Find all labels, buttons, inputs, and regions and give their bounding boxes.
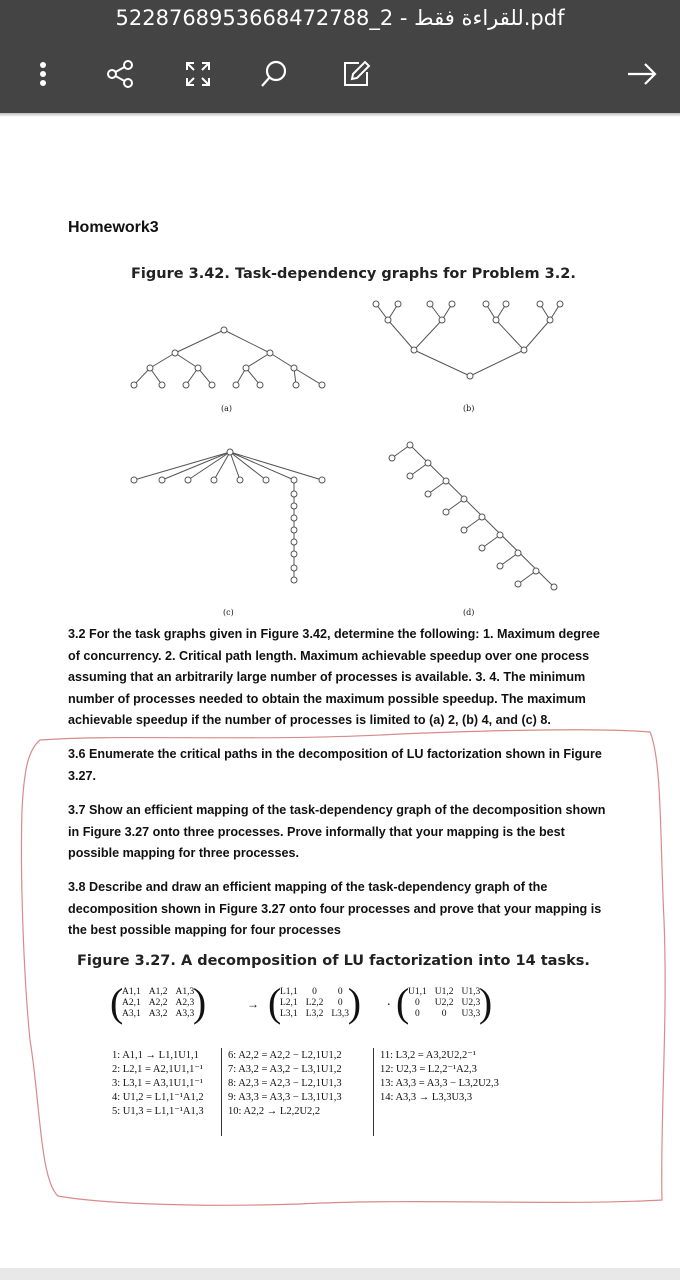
matrix-cell: U2,3 [461,998,481,1008]
toolbar [0,52,680,96]
problem-3-2-line: number of processes needed to obtain the maximum possible speedup. The maximum [68,691,586,706]
edit-icon[interactable] [336,52,376,96]
task-item: 14: A3,3 → L3,3U3,3 [380,1092,473,1103]
problem-3-7 [68,800,640,865]
task-list-col-1 [112,1049,204,1119]
task-item: 9: A3,3 = A3,3 − L3,1U1,3 [228,1092,342,1103]
matrix-cell: A1,2 [148,987,168,997]
task-item: 4: U1,2 = L1,1⁻¹A1,2 [112,1092,204,1103]
matrix-l: ( L1,1 0 0 L2,1 L2,2 0 L3,1 L3,2 L3,3 ) [268,980,362,1025]
task-list-col-2 [228,1049,342,1119]
task-item: 13: A3,3 = A3,3 − L3,2U2,3 [380,1078,499,1089]
task-list-col-3 [380,1049,499,1105]
problem-3-2-line: assuming that an arbitrarily large number of processes is available. 3. 4. The minimum [68,670,586,684]
matrix-cell: A3,1 [122,1009,141,1019]
document-title: للقراءة فقط - 2_5228768953668472788.pdf [115,6,565,30]
problem-3-6 [68,744,640,787]
problem-3-8-line: decomposition shown in Figure 3.27 onto four processes and prove that your mapping is [68,901,602,916]
problem-3-7-line: 3.7 Show an efficient mapping of the task-dependency graph of the decomposition shown [68,803,606,817]
matrix-cell: A2,2 [148,998,168,1008]
matrix-cell: 0 [312,987,317,997]
graph-c-nodes [131,449,325,583]
matrix-cell: A3,2 [148,1009,168,1019]
task-item: 3: L3,1 = A3,1U1,1⁻¹ [112,1078,204,1089]
matrix-cell: A2,3 [175,998,195,1008]
matrix-cell: L2,1 [280,998,298,1008]
task-item: 2: L2,1 = A2,1U1,1⁻¹ [112,1064,204,1075]
search-icon[interactable] [254,52,294,96]
share-icon[interactable] [100,52,140,96]
document-heading: Homework3 [68,219,159,236]
matrix-cell: U1,2 [434,987,454,997]
matrix-cell: 0 [441,1009,447,1019]
matrix-u: ( U1,1 U1,2 U1,3 0 U2,2 U2,3 0 0 U3,3 ) [396,980,493,1025]
task-item: 6: A2,2 = A2,2 − L2,1U1,2 [228,1050,342,1061]
problem-3-7-line: possible mapping for three processes. [68,846,299,860]
figure-caption-3-42: Figure 3.42. Task-dependency graphs for Problem 3.2. [131,266,576,282]
problem-3-8 [68,877,640,942]
graph-d-nodes [389,442,557,590]
task-dependency-graphs-figure [0,290,680,620]
matrix-cell: U3,3 [461,1009,481,1019]
matrix-cell: 0 [337,987,343,997]
expand-icon[interactable] [178,52,218,96]
matrix-cell: L1,1 [280,987,298,997]
decomposition-arrow: → [247,997,259,1011]
task-item: 8: A2,3 = A2,3 − L2,1U1,3 [228,1078,342,1089]
matrix-a: ( A1,1 A1,2 A1,3 A2,1 A2,2 A2,3 A3,1 A3,2 A3,3 ) [110,980,207,1025]
arrow-right-icon[interactable] [622,52,662,96]
matrix-cell: L3,3 [331,1009,350,1019]
task-item: 10: A2,2 → L2,2U2,2 [228,1106,321,1117]
problem-3-2-line: of concurrency. 2. Critical path length. Maximum achievable speedup over one process [68,648,590,663]
figure-caption-3-27: Figure 3.27. A decomposition of LU factorization into 14 tasks. [77,953,590,969]
graph-label-b: (b) [463,404,475,413]
task-item: 7: A3,2 = A3,2 − L3,1U1,2 [228,1064,342,1075]
graph-label-a: (a) [221,404,233,413]
matrix-cell: U1,3 [461,987,481,997]
matrix-cell: A3,3 [175,1009,195,1019]
problem-3-2-line: 3.2 For the task graphs given in Figure 3.42, determine the following: 1. Maximum degree [68,627,600,641]
task-item: 11: L3,2 = A3,2U2,2⁻¹ [380,1050,476,1061]
problem-3-8-line: 3.8 Describe and draw an efficient mapping of the task-dependency graph of the [68,880,548,894]
matrix-cell: A1,1 [122,987,141,997]
matrix-cell: A2,1 [122,998,141,1008]
problem-3-6-line: 3.6 Enumerate the critical paths in the decomposition of LU factorization shown in Figure [68,747,602,761]
graph-label-c: (c) [223,608,234,617]
matrix-cell: 0 [415,998,420,1008]
matrix-cell: 0 [415,1009,420,1019]
matrix-cell: A1,3 [175,987,195,997]
matrix-cell: U1,1 [408,987,427,997]
hand-drawn-annotation-outline [0,720,680,1220]
problem-3-6-line: 3.27. [68,768,97,783]
graph-b-nodes [373,301,563,379]
problem-3-2 [68,624,640,732]
matrix-cell: L2,2 [305,998,324,1008]
matrix-cell: L3,2 [305,1009,324,1019]
problem-3-7-line: in Figure 3.27 onto three processes. Prove informally that your mapping is the best [68,824,565,839]
graph-a-nodes [131,327,325,388]
app-bar [0,0,680,113]
task-item: 5: U1,3 = L1,1⁻¹A1,3 [112,1106,204,1117]
column-divider [221,1048,222,1136]
bottom-scroll-edge [0,1268,680,1280]
problem-3-8-line: the best possible mapping for four processes [68,923,341,937]
task-item: 1: A1,1 → L1,1U1,1 [112,1050,199,1061]
matrix-cell: U2,2 [434,998,454,1008]
task-item: 12: U2,3 = L2,2⁻¹A2,3 [380,1064,477,1075]
matrix-cell: 0 [337,998,343,1008]
graph-label-d: (d) [463,608,475,617]
problem-3-2-line: achievable speedup if the number of processes is limited to (a) 2, (b) 4, and (c) 8. [68,713,551,727]
matrix-cell: L3,1 [280,1009,298,1019]
multiply-dot: . [387,994,391,1009]
column-divider [373,1048,374,1136]
more-vertical-icon[interactable] [28,52,58,96]
